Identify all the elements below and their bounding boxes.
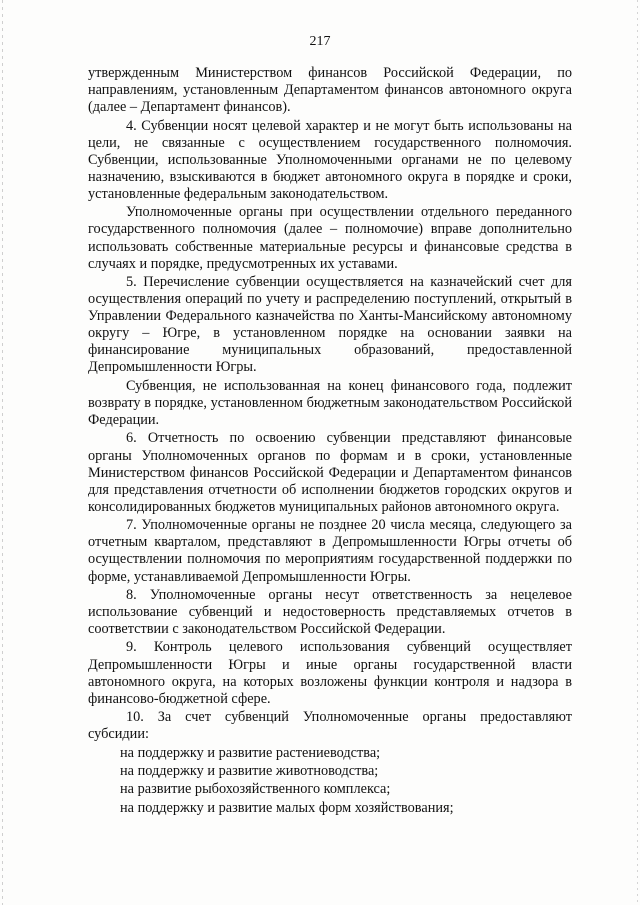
list-item: на развитие рыбохозяйственного комплекса; <box>120 781 391 798</box>
paragraph-item-9: 9. Контроль целевого использования субвенций осуществляет Депромышленности Югры и иные органы государственной власти автономного округа, на которых возложены функции контроля и надзора в финансово-бюджетной сфере. <box>88 639 572 707</box>
paragraph-item-7: 7. Уполномоченные органы не позднее 20 числа месяца, следующего за отчетным кварталом, представляют в Депромышленности Югры отчеты об осуществлении полномочия по мероприятиям государственной поддержки по форме, устанавливаемой Депромышленности Югры. <box>88 517 572 585</box>
paragraph-item-10: 10. За счет субвенций Уполномоченные органы предоставляют субсидии: <box>88 709 572 743</box>
paragraph-own-resources: Уполномоченные органы при осуществлении отдельного переданного государственного полномочия (далее – полномочие) вправе дополнительно использовать собственные материальные ресурсы и финансовые средства в случаях и порядке, предусмотренных их уставами. <box>88 204 572 272</box>
list-item: на поддержку и развитие растениеводства; <box>120 744 381 761</box>
paragraph-item-5: 5. Перечисление субвенции осуществляется на казначейский счет для осуществления операций по учету и распределению поступлений, открытый в Управлении Федерального казначейства по Ханты-Мансийскому автономному округу – Югре, в установленном порядке на основании заявки на финансирование муниципальных образований, предоставленной Депромышленности Югры. <box>88 274 572 376</box>
page-number: 217 <box>309 34 331 49</box>
scan-edge-right <box>637 0 638 905</box>
paragraph-item-4: 4. Субвенции носят целевой характер и не могут быть использованы на цели, не связанные с осуществлением государственного полномочия. Субвенции, использованные Уполномоченными органами не по целевому назначению, взыскиваются в бюджет автономного округа в порядке и сроки, установленные федеральным законодательством. <box>88 117 572 202</box>
paragraph-unused-subvention: Субвенция, не использованная на конец финансового года, подлежит возврату в порядке, установленном бюджетным законодательством Российской Федерации. <box>88 377 572 429</box>
scan-edge-left <box>2 0 3 905</box>
paragraph-continuation: утвержденным Министерством финансов Российской Федерации, по направлениям, установленным Департаментом финансов автономного округа (далее – Департамент финансов). <box>88 65 572 116</box>
list-item: на поддержку и развитие малых форм хозяйствования; <box>120 799 454 816</box>
list-item: на поддержку и развитие животноводства; <box>120 763 379 780</box>
document-body <box>88 65 572 818</box>
paragraph-item-6: 6. Отчетность по освоению субвенции представляют финансовые органы Уполномоченных органов по формам и в сроки, установленные Министерством финансов Российской Федерации и Департаментом финансов для представления отчетности об исполнении бюджетов городских округов и консолидированных бюджетов муниципальных районов автономного округа. <box>88 430 572 515</box>
paragraph-item-8: 8. Уполномоченные органы несут ответственность за нецелевое использование субвенций и недостоверность представляемых отчетов в соответствии с законодательством Российской Федерации. <box>88 586 572 638</box>
